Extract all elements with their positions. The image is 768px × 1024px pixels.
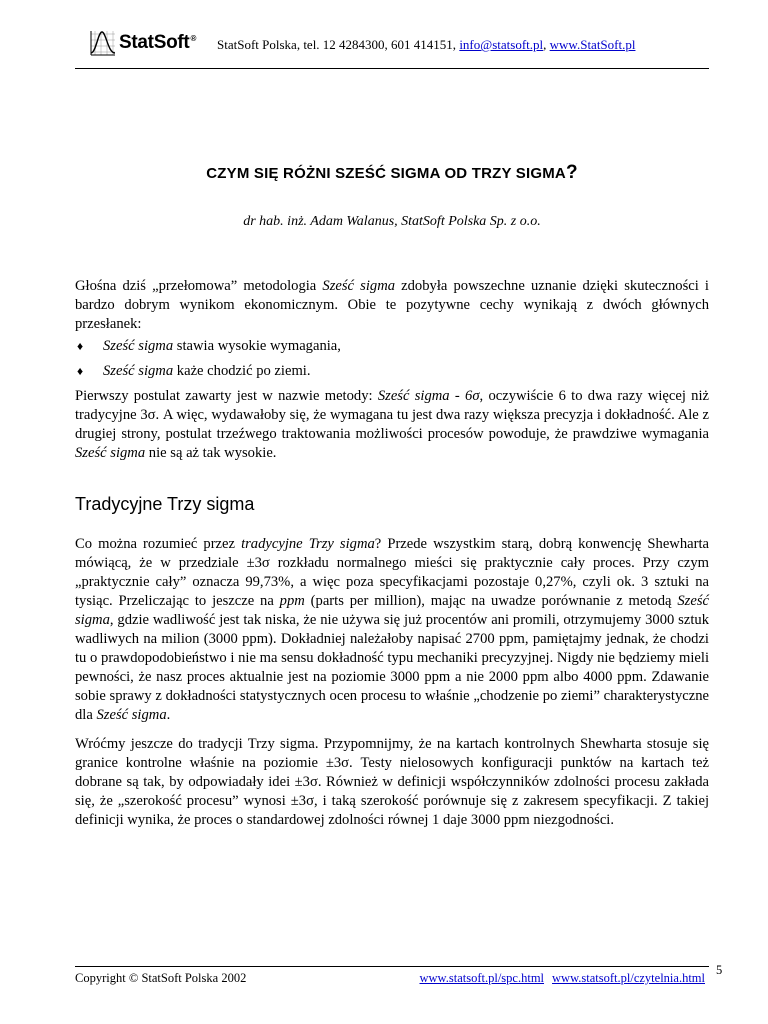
statsoft-logo-icon bbox=[87, 28, 117, 58]
bullet-item: ♦ Sześć sigma każe chodzić po ziemi. bbox=[77, 363, 311, 379]
copyright-text: Copyright © StatSoft Polska 2002 bbox=[75, 971, 247, 985]
statsoft-logo bbox=[87, 26, 196, 60]
contact-text: StatSoft Polska, tel. 12 4284300, 601 414151, bbox=[217, 37, 460, 52]
page-title: CZYM SIĘ RÓŻNI SZEŚĆ SIGMA OD TRZY SIGMA? bbox=[206, 162, 578, 183]
paragraph-three-sigma: Co można rozumieć przez tradycyjne Trzy sigma? Przede wszystkim starą, dobrą konwencję Shewharta mówiącą, że w przedziale ±3σ rozkładu normalnego mieści się praktycznie cały proces. Przy czym „praktycznie cały” oznacza 99,73%, a więc poza specyfikacjami pozostaje 0,27%, czyli ok. 3 sztuki na tysiąc. Przeliczając to jeszcze na ppm (parts per million), mając na uwadze porównanie z metodą Sześć sigma, gdzie wadliwość jest tak niska, że nie używa się już procentów ani promili, otrzymujemy 3000 sztuk wadliwych na milion (3000 ppm). Dokładniej należałoby napisać 2700 ppm, pamiętajmy jednak, że chodzi tu o prawdopodobieństwo i nie ma sensu dokładność typu mechaniki precyzyjnej. Nigdy nie będziemy mieli pewności, że nasz proces aktualnie jest na poziomie 3000 ppm a nie 2000 ppm albo 4000 ppm. Zdawanie sobie sprawy z dokładności statystycznych ocen procesu to właśnie „chodzenie po ziemi” charakterystyczne dla Sześć sigma. bbox=[75, 536, 710, 723]
diamond-bullet-icon: ♦ bbox=[77, 339, 84, 353]
article-body bbox=[75, 277, 709, 830]
paragraph-control-charts: Wróćmy jeszcze do tradycji Trzy sigma. Przypomnijmy, że na kartach kontrolnych Shewharta stosuje się granice kontrolne właśnie na poziomie ±3σ. Testy nielosowych konfiguracji punktów na kartach też dobrane są tak, by odpowiadały idei ±3σ. Również w definicji współczynników zdolności procesu zakłada się, że „szerokość procesu” wynosi ±3σ, i taką szerokość porównuje się z zakresem specyfikacji. Z takiej definicji wynika, że proces o standardowej zdolności równej 1 daje 3000 ppm niezgodności. bbox=[75, 736, 709, 828]
page-number: 5 bbox=[716, 963, 723, 977]
logo-text: StatSoft® bbox=[119, 32, 197, 53]
author-line: dr hab. inż. Adam Walanus, StatSoft Polska Sp. z o.o. bbox=[243, 214, 541, 229]
footer-links bbox=[411, 971, 705, 986]
page-header bbox=[75, 22, 709, 69]
section-heading: Tradycyjne Trzy sigma bbox=[75, 494, 255, 514]
website-link[interactable]: www.StatSoft.pl bbox=[549, 37, 636, 52]
header-contact: StatSoft Polska, tel. 12 4284300, 601 414151, info@statsoft.pl, www.StatSoft.pl bbox=[217, 37, 636, 52]
spc-link[interactable]: www.statsoft.pl/spc.html bbox=[419, 971, 545, 985]
reading-room-link[interactable]: www.statsoft.pl/czytelnia.html bbox=[552, 971, 705, 985]
diamond-bullet-icon: ♦ bbox=[77, 364, 84, 378]
email-link[interactable]: info@statsoft.pl bbox=[459, 37, 544, 52]
bullet-item: ♦ Sześć sigma stawia wysokie wymagania, bbox=[77, 338, 341, 354]
paragraph-postulate: Pierwszy postulat zawarty jest w nazwie metody: Sześć sigma - 6σ, oczywiście 6 to dwa razy więcej niż tradycyjne 3σ. A więc, wydawałoby się, że wymagana tu jest dwa razy większa precyzja i dokładność. Ale z drugiej strony, postulat trzeźwego traktowania możliwości procesów powoduje, że prawdziwe wymagania Sześć sigma nie są aż tak wysokie. bbox=[75, 388, 709, 461]
bullet-list bbox=[75, 337, 709, 381]
page-footer bbox=[75, 966, 709, 985]
paragraph-intro: Głośna dziś „przełomowa” metodologia Sześć sigma zdobyła powszechne uznanie dzięki skuteczności i bardzo dobrym wynikom ekonomicznym. Obie te pozytywne cechy wynikają z dwóch głównych przesłanek: bbox=[75, 278, 709, 332]
